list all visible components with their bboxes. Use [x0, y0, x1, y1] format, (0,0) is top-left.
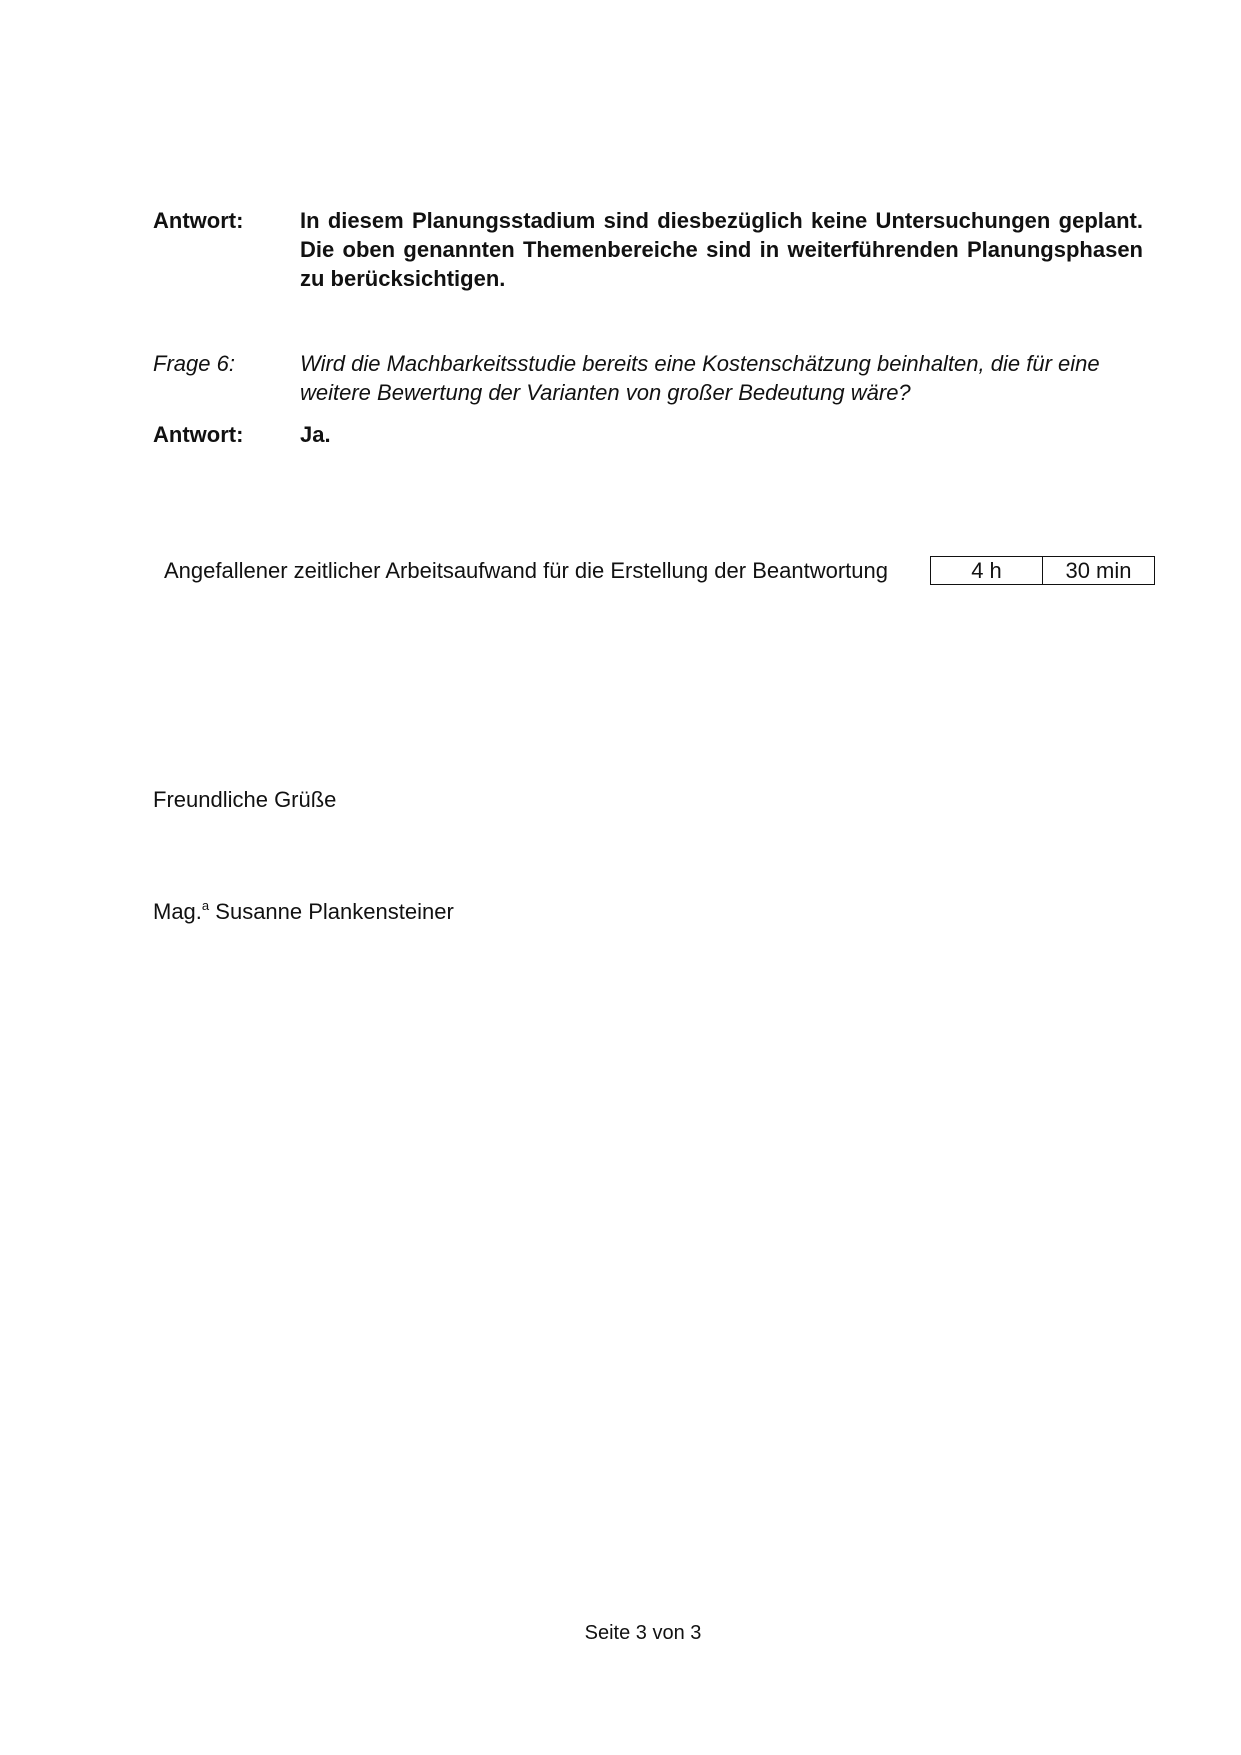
table-row: [931, 557, 1155, 585]
closing-greeting: Freundliche Grüße: [153, 787, 337, 812]
effort-table: [930, 556, 1155, 585]
signer-name: Susanne Plankensteiner: [215, 899, 454, 924]
effort-minutes-cell: 30 min: [1043, 557, 1155, 585]
signature: [153, 898, 454, 926]
question-text: Wird die Machbarkeitsstudie bereits eine Kostenschätzung beinhalten, die für eine weitere Bewertung der Varianten von großer Bedeutung wäre?: [300, 351, 1100, 405]
page-number: Seite 3 von 3: [584, 1622, 702, 1644]
signer-prefix: Mag.: [153, 899, 202, 924]
answer-label: Antwort:: [153, 422, 244, 447]
question-block-6: [153, 349, 1143, 407]
answer-label: Antwort:: [153, 208, 244, 233]
answer-block-6: [153, 420, 1143, 449]
question-label: Frage 6:: [153, 351, 235, 376]
answer-text: Ja.: [300, 422, 331, 447]
answer-text: In diesem Planungsstadium sind diesbezüglich keine Untersuchungen geplant. Die oben genannten Themenbereiche sind in weiterführenden Planungsphasen zu berücksichtigen.: [300, 208, 1143, 291]
effort-hours-cell: 4 h: [931, 557, 1043, 585]
signer-sup: a: [201, 898, 210, 913]
effort-row: [164, 556, 1155, 585]
effort-label: Angefallener zeitlicher Arbeitsaufwand für die Erstellung der Beantwortung: [164, 557, 888, 583]
answer-block-1: [153, 206, 1143, 293]
